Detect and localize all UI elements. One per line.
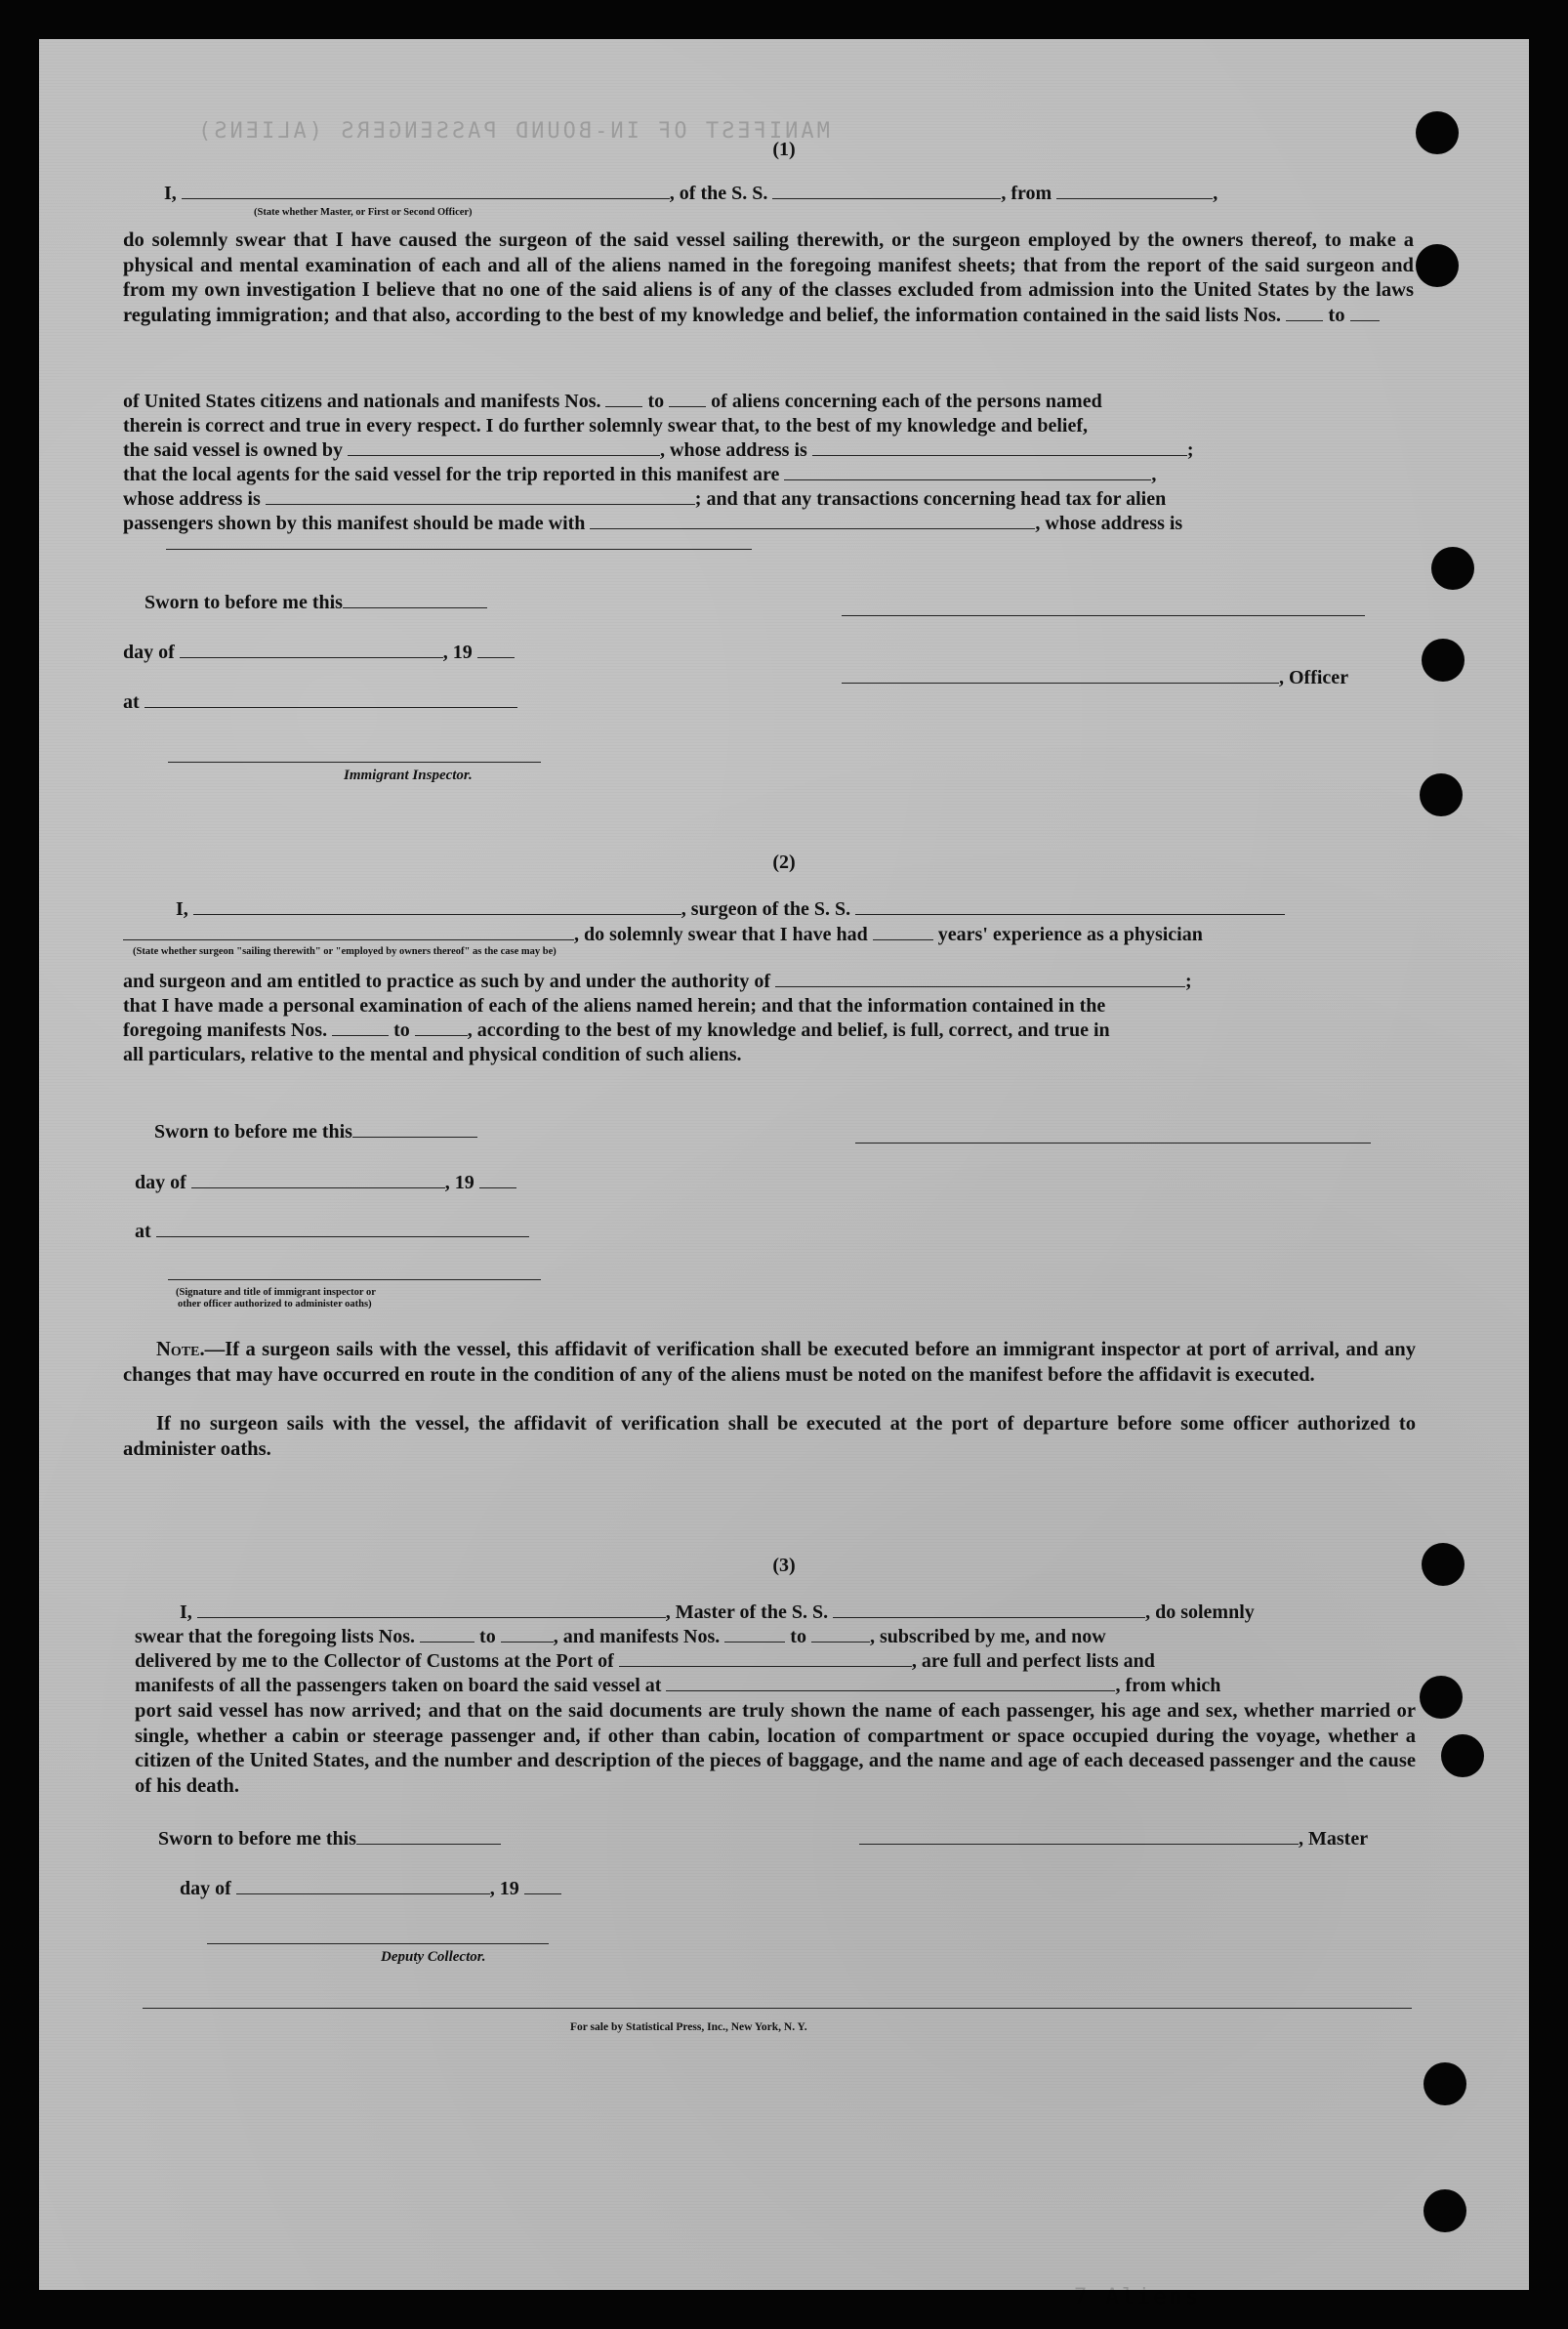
s3-paragraph: port said vessel has now arrived; and that on the said documents are truly shown the name of each passenger, his age and sex, whether married or single, whether a cabin or steerage passenger and, if other than cabin, location of compartment or space occupied during the voyage, whether a citizen of the United States, and the number and description of the pieces of baggage, and the name and age of each deceased passenger and the cause of his death. bbox=[135, 1700, 1416, 1797]
s1-paragraph: do solemnly swear that I have caused the surgeon of the said vessel sailing therewith, or the surgeon employed by the owners thereof, to make a physical and mental examination of each and all of the aliens named in the foregoing manifest sheets; that from the report of the said surgeon and from my own investigation I believe that no one of the said aliens is of any of the classes excluded from admission into the United States by the laws regulating immigration; and that also, according to the best of my knowledge and belief, the information contained in the said lists Nos. to bbox=[123, 229, 1414, 326]
bleed-through-header: MANIFEST OF IN-BOUND PASSENGERS (ALIENS) bbox=[195, 119, 830, 144]
document-page bbox=[39, 39, 1529, 2309]
s2-line-4: that I have made a personal examination of each of the aliens named herein; and that the information contained in the bbox=[123, 995, 1106, 1017]
s2-line-2: , do solemnly swear that I have had years' experience as a physician bbox=[123, 924, 1203, 946]
s1-officer: , Officer bbox=[842, 667, 1348, 689]
s2-surgeon-note: (State whether surgeon "sailing therewith" or "employed by owners thereof" as the case may be) bbox=[133, 946, 557, 957]
printer-imprint: For sale by Statistical Press, Inc., New York, N. Y. bbox=[570, 2021, 807, 2033]
s1-line-therein: therein is correct and true in every respect. I do further solemnly swear that, to the best of my knowledge and belief, bbox=[123, 415, 1089, 437]
punch-hole bbox=[1424, 2189, 1466, 2232]
punch-hole bbox=[1424, 2062, 1466, 2105]
s1-master-note: (State whether Master, or First or Second Officer) bbox=[254, 207, 473, 218]
s1-officer-line-1 bbox=[842, 615, 1365, 616]
punch-hole bbox=[1420, 1676, 1463, 1719]
s2-at: at bbox=[135, 1221, 529, 1243]
s3-line-3: delivered by me to the Collector of Customs at the Port of , are full and perfect lists and bbox=[135, 1650, 1155, 1672]
s3-collector-line bbox=[207, 1943, 549, 1944]
s1-at: at bbox=[123, 691, 517, 714]
punch-hole bbox=[1422, 639, 1465, 682]
section-3-number: (3) bbox=[772, 1555, 796, 1576]
s1-line-nos: of United States citizens and nationals and manifests Nos. to of aliens concerning each of the persons named bbox=[123, 391, 1102, 412]
s3-line-1: I, , Master of the S. S. , do solemnly bbox=[180, 1601, 1255, 1623]
s1-line-agents: that the local agents for the said vessel for the trip reported in this manifest are , bbox=[123, 464, 1157, 485]
s2-line-1: I, , surgeon of the S. S. bbox=[176, 898, 1285, 921]
s1-inspector-label: Immigrant Inspector. bbox=[344, 768, 473, 783]
s3-master: , Master bbox=[859, 1828, 1368, 1851]
bleed-through-footer: 7 Aliens bbox=[1074, 2285, 1201, 2309]
s3-day-of: day of , 19 bbox=[180, 1878, 561, 1900]
s2-note: Note.—If a surgeon sails with the vessel, this affidavit of verification shall be executed before an immigrant inspector at port of arrival, and any changes that may have occurred en route in the condition of any of the aliens must be noted on the manifest before the affidavit is executed. bbox=[123, 1339, 1416, 1386]
s2-sig-note-1: (Signature and title of immigrant inspector or bbox=[176, 1287, 376, 1298]
s3-collector-label: Deputy Collector. bbox=[381, 1949, 486, 1965]
s2-day-of: day of , 19 bbox=[135, 1172, 516, 1194]
s3-line-2: swear that the foregoing lists Nos. to , and manifests Nos. to , subscribed by me, and now bbox=[135, 1626, 1106, 1647]
s2-sworn: Sworn to before me this bbox=[154, 1121, 477, 1144]
s2-sig-note-2: other officer authorized to administer oaths) bbox=[178, 1299, 372, 1310]
s2-signature-line bbox=[855, 1143, 1371, 1144]
s3-sworn: Sworn to before me this bbox=[158, 1828, 501, 1851]
section-1-number: (1) bbox=[772, 139, 796, 160]
s1-day-of: day of , 19 bbox=[123, 642, 515, 664]
s1-line-headtax: passengers shown by this manifest should be made with , whose address is bbox=[123, 513, 1183, 534]
punch-hole bbox=[1431, 547, 1474, 590]
s2-line-6: all particulars, relative to the mental and physical condition of such aliens. bbox=[123, 1044, 742, 1065]
s1-line-address: whose address is ; and that any transactions concerning head tax for alien bbox=[123, 488, 1167, 510]
s3-line-4: manifests of all the passengers taken on board the said vessel at , from which bbox=[135, 1675, 1221, 1696]
s2-line-3: and surgeon and am entitled to practice as such by and under the authority of ; bbox=[123, 971, 1192, 992]
s1-inspector-line bbox=[168, 762, 541, 763]
s2-inspector-line bbox=[168, 1279, 541, 1280]
punch-hole bbox=[1416, 244, 1459, 287]
punch-hole bbox=[1441, 1734, 1484, 1777]
s1-line-owned: the said vessel is owned by , whose address is ; bbox=[123, 439, 1194, 461]
s2-line-5: foregoing manifests Nos. to , according to the best of my knowledge and belief, is full, correct, and true in bbox=[123, 1019, 1110, 1041]
s1-address-line bbox=[166, 549, 752, 550]
section-2-number: (2) bbox=[772, 852, 796, 873]
s1-line-1: I, , of the S. S. , from , bbox=[164, 183, 1218, 204]
s2-note-2: If no surgeon sails with the vessel, the affidavit of verification shall be executed at the port of departure before some officer authorized to administer oaths. bbox=[123, 1413, 1416, 1460]
punch-hole bbox=[1420, 773, 1463, 816]
footer-rule bbox=[143, 2008, 1412, 2009]
s1-sworn: Sworn to before me this bbox=[144, 592, 487, 614]
